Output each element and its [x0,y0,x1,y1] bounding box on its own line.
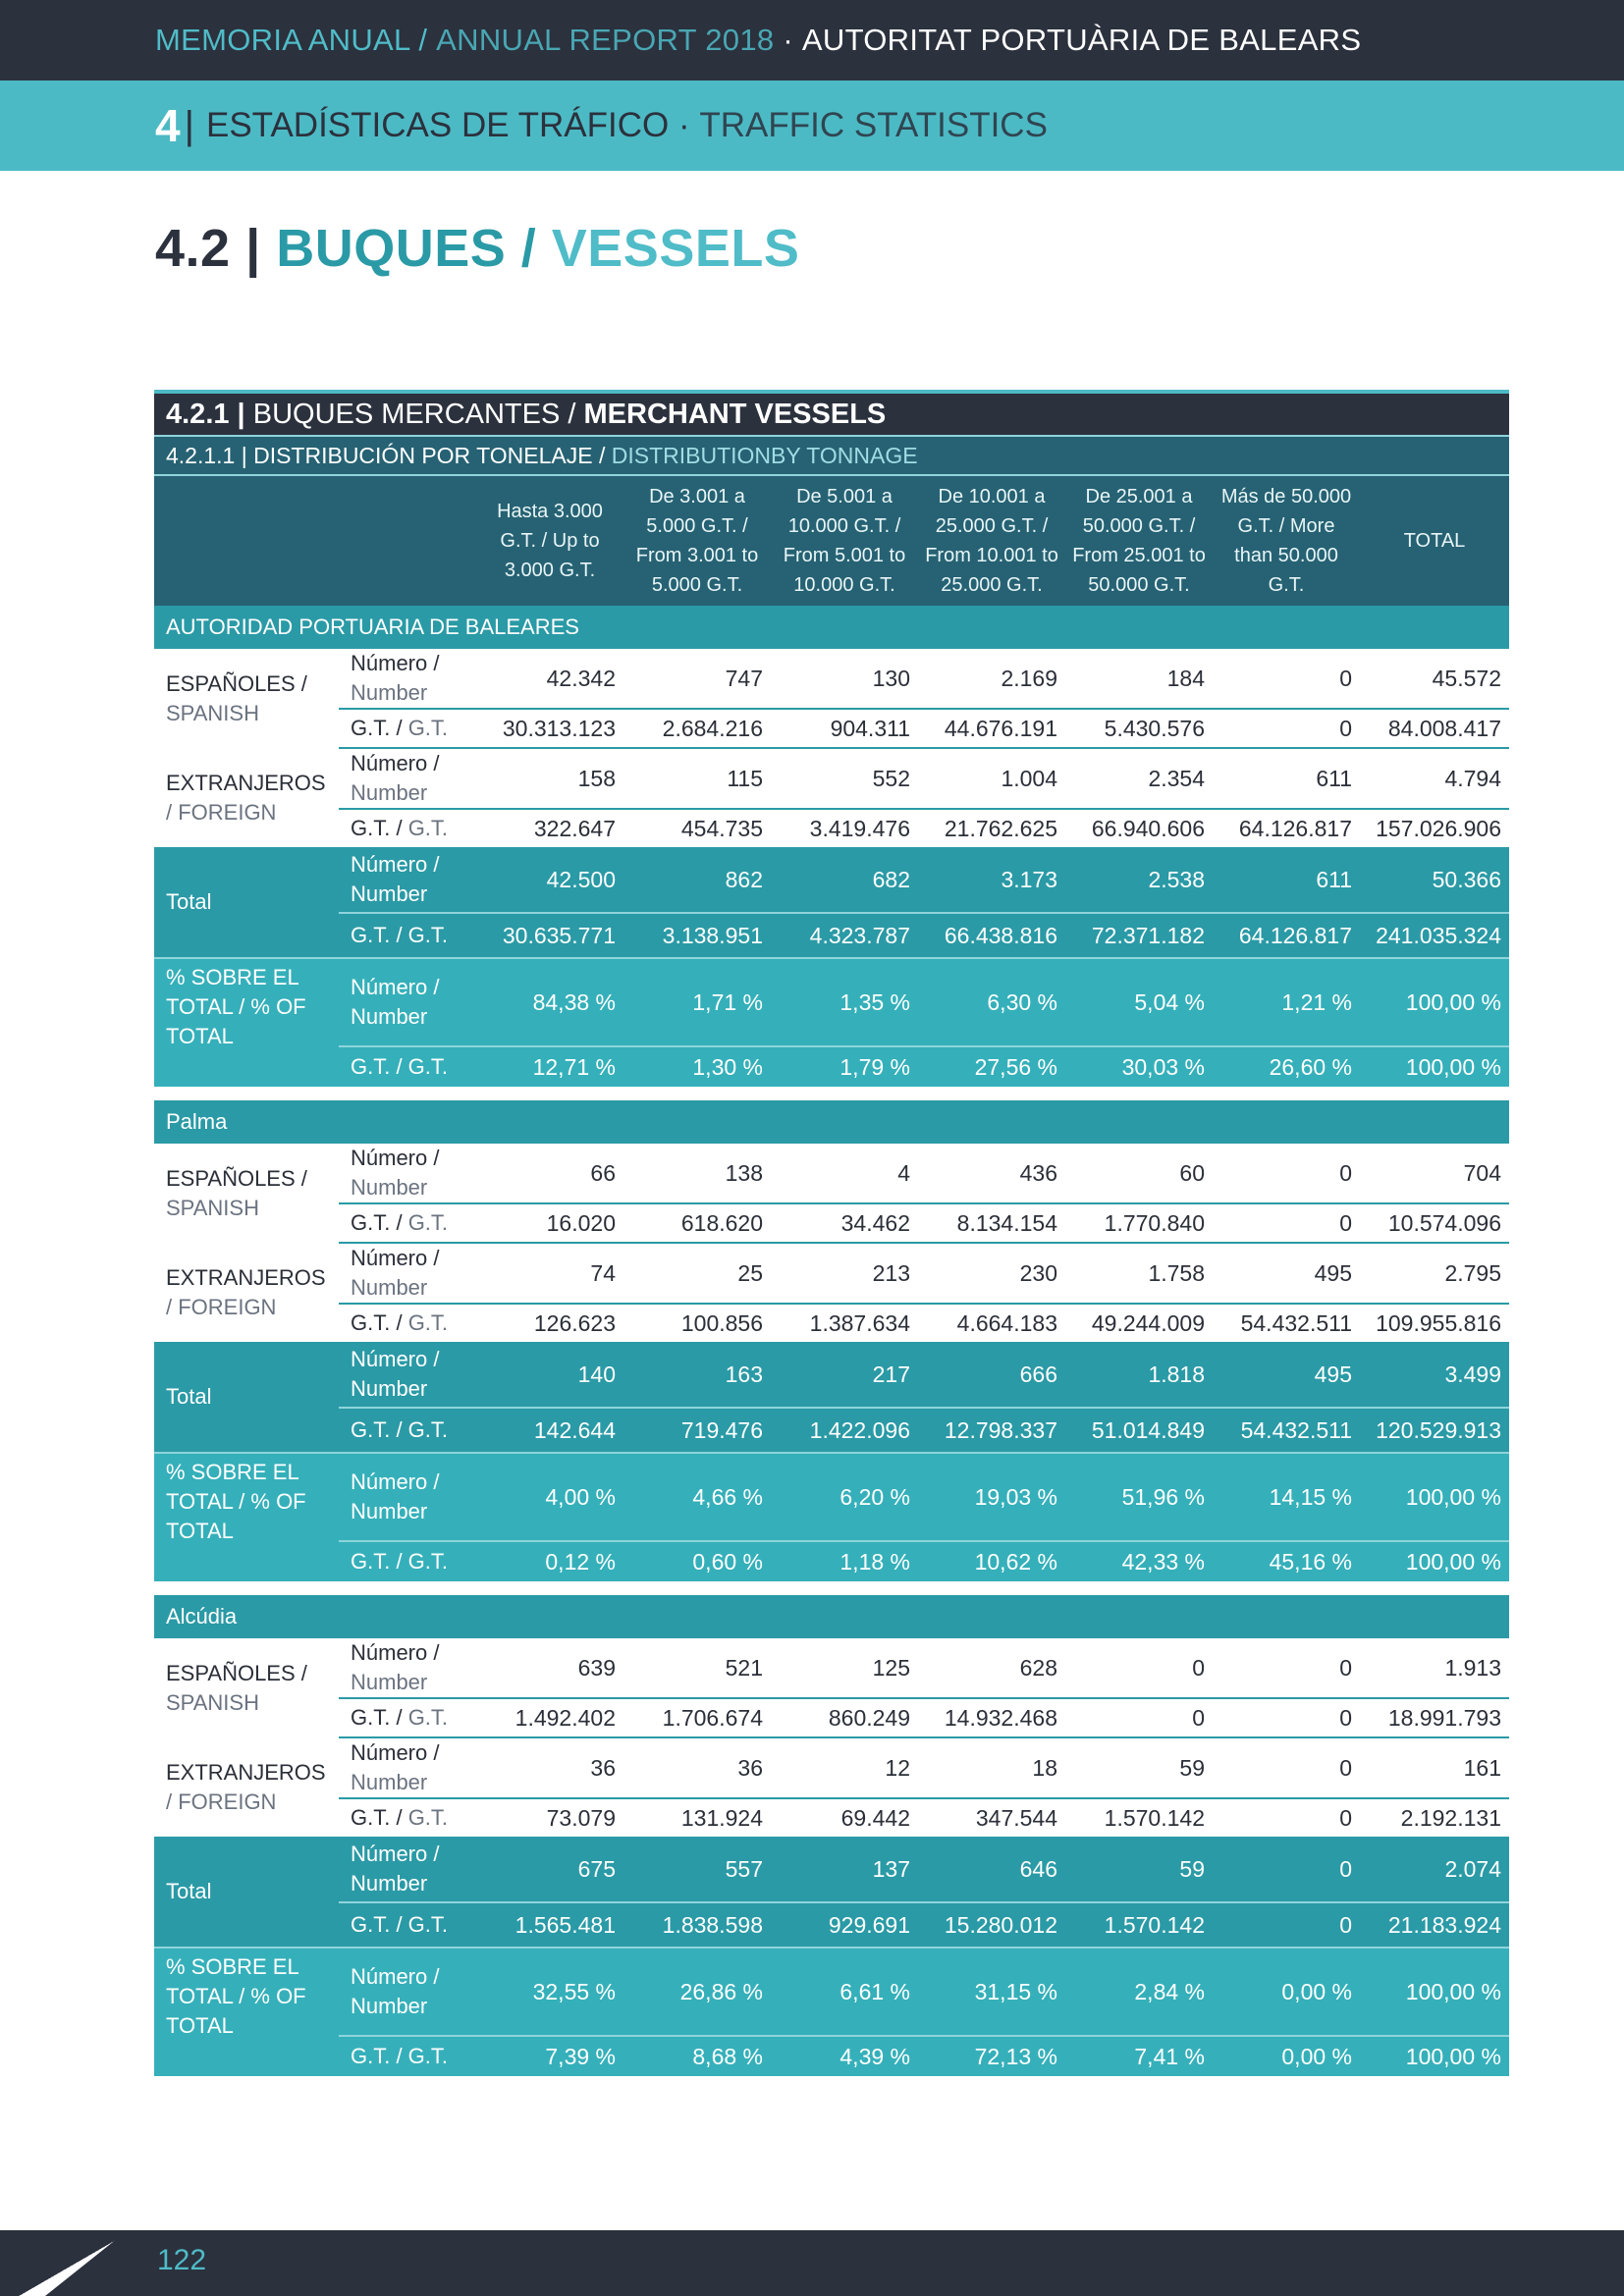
table-cell: 557 [623,1837,771,1902]
table-cell: 10.574.096 [1360,1203,1509,1243]
metric-gt-label: G.T. / G.T. [339,1902,476,1948]
table-cell: 3.173 [918,847,1065,913]
table-cell: 0 [1065,1698,1213,1737]
table-cell: 60 [1065,1144,1213,1203]
table-cell: 675 [476,1837,623,1902]
table-cell: 929.691 [771,1902,918,1948]
table-cell: 3.419.476 [771,809,918,847]
table-body [154,606,1509,2076]
row-label-total: Total [154,1342,339,1453]
table-cell: 59 [1065,1737,1213,1798]
page-footer [0,2230,1624,2296]
table-cell: 8.134.154 [918,1203,1065,1243]
table-cell: 436 [918,1144,1065,1203]
table-cell: 4.323.787 [771,913,918,958]
section-title [155,218,799,279]
table-cell: 54.432.511 [1213,1304,1360,1342]
table-cell: 137 [771,1837,918,1902]
chapter-separator: · [678,106,690,144]
table-cell: 64.126.817 [1213,809,1360,847]
table-cell: 126.623 [476,1304,623,1342]
table-cell: 3.499 [1360,1342,1509,1408]
table-caption [154,390,1509,435]
table-cell: 1,79 % [771,1046,918,1087]
row-label-foreign: EXTRANJEROS / FOREIGN [154,748,339,847]
table-cell: 45.572 [1360,649,1509,709]
table-cell: 704 [1360,1144,1509,1203]
table-cell: 6,20 % [771,1453,918,1541]
percent-row [154,2036,1509,2076]
table-cell: 74 [476,1243,623,1304]
table-cell: 12.798.337 [918,1408,1065,1453]
vessels-table [154,390,1509,2076]
table-cell: 241.035.324 [1360,913,1509,958]
table-cell: 59 [1065,1837,1213,1902]
table-cell: 27,56 % [918,1046,1065,1087]
group-header-row [154,1595,1509,1638]
table-cell: 130 [771,649,918,709]
table-cell: 42.342 [476,649,623,709]
percent-row [154,1453,1509,1541]
row-label-percent: % SOBRE EL TOTAL / % OF TOTAL [154,1453,339,1581]
table-cell: 347.544 [918,1798,1065,1837]
organization-name: AUTORITAT PORTUÀRIA DE BALEARS [801,23,1362,57]
table-cell: 163 [623,1342,771,1408]
table-cell: 14,15 % [1213,1453,1360,1541]
table-cell: 100,00 % [1360,2036,1509,2076]
table-cell: 1,21 % [1213,958,1360,1046]
table-subcaption [154,435,1509,474]
percent-row [154,1046,1509,1087]
table-cell: 322.647 [476,809,623,847]
table-row [154,1304,1509,1342]
table-row [154,1243,1509,1304]
chapter-number: 4 [155,100,181,151]
table-cell: 6,30 % [918,958,1065,1046]
metric-gt-label: G.T. / G.T. [339,2036,476,2076]
table-cell: 0 [1065,1638,1213,1698]
table-row [154,709,1509,748]
row-label-percent: % SOBRE EL TOTAL / % OF TOTAL [154,958,339,1087]
table-cell: 66.438.816 [918,913,1065,958]
table-cell: 19,03 % [918,1453,1065,1541]
subcaption-number: 4.2.1.1 | [166,442,247,468]
metric-number-label: Número / Number [339,958,476,1046]
table-cell: 0,00 % [1213,2036,1360,2076]
caption-number: 4.2.1 | [166,398,245,430]
total-row [154,1902,1509,1948]
table-cell: 862 [623,847,771,913]
group-name: Palma [154,1100,1509,1144]
total-row [154,1837,1509,1902]
column-header: Más de 50.000 G.T. / More than 50.000 G.T. [1213,475,1360,606]
table-cell: 100.856 [623,1304,771,1342]
table-cell: 0 [1213,709,1360,748]
table-cell: 747 [623,649,771,709]
group-name: Alcúdia [154,1595,1509,1638]
table-cell: 2.169 [918,649,1065,709]
table-cell: 100,00 % [1360,1948,1509,2036]
table-cell: 44.676.191 [918,709,1065,748]
table-cell: 15.280.012 [918,1902,1065,1948]
table-cell: 1.004 [918,748,1065,809]
table-cell: 42.500 [476,847,623,913]
table-row [154,1798,1509,1837]
total-row [154,1342,1509,1408]
metric-gt-label: G.T. / G.T. [339,1046,476,1087]
table-cell: 5,04 % [1065,958,1213,1046]
row-label-spanish: ESPAÑOLES / SPANISH [154,649,339,748]
metric-gt-label: G.T. / G.T. [339,709,476,748]
row-label-foreign: EXTRANJEROS / FOREIGN [154,1737,339,1837]
row-label-foreign: EXTRANJEROS / FOREIGN [154,1243,339,1342]
table-cell: 1,30 % [623,1046,771,1087]
table-cell: 1.818 [1065,1342,1213,1408]
metric-number-label: Número / Number [339,649,476,709]
table-row [154,1737,1509,1798]
group-spacer [154,1087,1509,1100]
table-cell: 628 [918,1638,1065,1698]
metric-number-label: Número / Number [339,1453,476,1541]
table-cell: 495 [1213,1342,1360,1408]
table-cell: 72.371.182 [1065,913,1213,958]
table-cell: 618.620 [623,1203,771,1243]
caption-title-en: MERCHANT VESSELS [583,398,887,430]
table-cell: 1.492.402 [476,1698,623,1737]
table-cell: 0 [1213,1144,1360,1203]
table-cell: 646 [918,1837,1065,1902]
table-cell: 72,13 % [918,2036,1065,2076]
section-title-en: VESSELS [551,219,800,278]
subcaption-title-en: DISTRIBUTIONBY TONNAGE [611,442,918,468]
table-cell: 639 [476,1638,623,1698]
table-cell: 26,60 % [1213,1046,1360,1087]
table-cell: 31,15 % [918,1948,1065,2036]
table-cell: 0,60 % [623,1541,771,1581]
table-cell: 161 [1360,1737,1509,1798]
table-cell: 32,55 % [476,1948,623,2036]
table-cell: 0 [1213,1203,1360,1243]
table-cell: 1.570.142 [1065,1798,1213,1837]
caption-title-es: BUQUES MERCANTES / [252,398,576,430]
table-cell: 1.913 [1360,1638,1509,1698]
table-cell: 6,61 % [771,1948,918,2036]
column-header: De 5.001 a 10.000 G.T. / From 5.001 to 10.000 G.T. [771,475,918,606]
table-cell: 1.387.634 [771,1304,918,1342]
table-cell: 2.795 [1360,1243,1509,1304]
table-cell: 18 [918,1737,1065,1798]
table-cell: 0 [1213,1798,1360,1837]
table-cell: 34.462 [771,1203,918,1243]
table-cell: 0,12 % [476,1541,623,1581]
table-cell: 1.570.142 [1065,1902,1213,1948]
table-cell: 109.955.816 [1360,1304,1509,1342]
report-header-bar [0,0,1624,80]
percent-row [154,958,1509,1046]
metric-gt-label: G.T. / G.T. [339,913,476,958]
table-cell: 142.644 [476,1408,623,1453]
footer-decoration [0,2230,128,2296]
table-cell: 0 [1213,1902,1360,1948]
chapter-title-en: TRAFFIC STATISTICS [699,106,1048,144]
table-cell: 12,71 % [476,1046,623,1087]
table-cell: 51.014.849 [1065,1408,1213,1453]
table-cell: 36 [476,1737,623,1798]
table-cell: 42,33 % [1065,1541,1213,1581]
table-cell: 138 [623,1144,771,1203]
table-row [154,1638,1509,1698]
report-title-en: ANNUAL REPORT 2018 [436,23,775,57]
table-header-row [154,475,1509,606]
table-cell: 157.026.906 [1360,809,1509,847]
table-cell: 30.313.123 [476,709,623,748]
table-cell: 26,86 % [623,1948,771,2036]
table-cell: 21.183.924 [1360,1902,1509,1948]
table-cell: 0 [1213,1837,1360,1902]
table-cell: 100,00 % [1360,1453,1509,1541]
metric-gt-label: G.T. / G.T. [339,1541,476,1581]
metric-number-label: Número / Number [339,1144,476,1203]
table-cell: 125 [771,1638,918,1698]
total-row [154,847,1509,913]
table-cell: 2.074 [1360,1837,1509,1902]
table-cell: 552 [771,748,918,809]
table-cell: 66.940.606 [1065,809,1213,847]
table-cell: 14.932.468 [918,1698,1065,1737]
table-cell: 1.838.598 [623,1902,771,1948]
table-cell: 84.008.417 [1360,709,1509,748]
table-cell: 1,18 % [771,1541,918,1581]
total-row [154,1408,1509,1453]
table-cell: 25 [623,1243,771,1304]
table-cell: 4,66 % [623,1453,771,1541]
table-cell: 5.430.576 [1065,709,1213,748]
table-cell: 682 [771,847,918,913]
table-cell: 213 [771,1243,918,1304]
table-cell: 115 [623,748,771,809]
table-cell: 4,00 % [476,1453,623,1541]
table-row [154,1203,1509,1243]
table-cell: 100,00 % [1360,1046,1509,1087]
table-cell: 16.020 [476,1203,623,1243]
table-row [154,649,1509,709]
table-cell: 12 [771,1737,918,1798]
metric-number-label: Número / Number [339,748,476,809]
metric-number-label: Número / Number [339,1948,476,2036]
metric-number-label: Número / Number [339,1837,476,1902]
metric-number-label: Número / Number [339,1737,476,1798]
metric-gt-label: G.T. / G.T. [339,1698,476,1737]
table-cell: 69.442 [771,1798,918,1837]
table-cell: 3.138.951 [623,913,771,958]
group-spacer [154,1581,1509,1595]
metric-gt-label: G.T. / G.T. [339,1203,476,1243]
row-label-total: Total [154,1837,339,1948]
table-cell: 666 [918,1342,1065,1408]
table-cell: 50.366 [1360,847,1509,913]
metric-number-label: Número / Number [339,1638,476,1698]
table-cell: 1.770.840 [1065,1203,1213,1243]
table-cell: 30.635.771 [476,913,623,958]
table-row [154,809,1509,847]
table-cell: 73.079 [476,1798,623,1837]
table-cell: 611 [1213,847,1360,913]
table-cell: 2.538 [1065,847,1213,913]
table-cell: 100,00 % [1360,1541,1509,1581]
table-cell: 1.758 [1065,1243,1213,1304]
table-cell: 64.126.817 [1213,913,1360,958]
metric-gt-label: G.T. / G.T. [339,1304,476,1342]
table-cell: 1,71 % [623,958,771,1046]
table-cell: 2.354 [1065,748,1213,809]
metric-number-label: Número / Number [339,1342,476,1408]
percent-row [154,1948,1509,2036]
table-cell: 18.991.793 [1360,1698,1509,1737]
table-cell: 495 [1213,1243,1360,1304]
header-blank [339,475,476,606]
header-separator: · [783,23,793,57]
table-cell: 4.664.183 [918,1304,1065,1342]
table-row [154,1144,1509,1203]
percent-row [154,1541,1509,1581]
group-header-row [154,1100,1509,1144]
table-cell: 4 [771,1144,918,1203]
table-cell: 860.249 [771,1698,918,1737]
table-cell: 904.311 [771,709,918,748]
table-cell: 4,39 % [771,2036,918,2076]
table-cell: 49.244.009 [1065,1304,1213,1342]
metric-number-label: Número / Number [339,1243,476,1304]
table-cell: 0 [1213,649,1360,709]
chapter-pipe: | [184,103,194,147]
report-title-es: MEMORIA ANUAL / [155,23,428,57]
table-cell: 100,00 % [1360,958,1509,1046]
table-cell: 4.794 [1360,748,1509,809]
table-cell: 30,03 % [1065,1046,1213,1087]
table-cell: 2.192.131 [1360,1798,1509,1837]
column-header: De 10.001 a 25.000 G.T. / From 10.001 to 25.000 G.T. [918,475,1065,606]
table-cell: 36 [623,1737,771,1798]
table-cell: 184 [1065,649,1213,709]
chapter-bar [0,80,1624,171]
table-cell: 120.529.913 [1360,1408,1509,1453]
section-number: 4.2 | [155,219,261,278]
metric-gt-label: G.T. / G.T. [339,1798,476,1837]
table-row [154,1698,1509,1737]
table-cell: 1.422.096 [771,1408,918,1453]
table-cell: 84,38 % [476,958,623,1046]
column-header: De 25.001 a 50.000 G.T. / From 25.001 to 50.000 G.T. [1065,475,1213,606]
table-cell: 2.684.216 [623,709,771,748]
table-cell: 0 [1213,1737,1360,1798]
group-name: AUTORIDAD PORTUARIA DE BALEARES [154,606,1509,649]
table-cell: 0,00 % [1213,1948,1360,2036]
table-row [154,748,1509,809]
table-cell: 8,68 % [623,2036,771,2076]
row-label-percent: % SOBRE EL TOTAL / % OF TOTAL [154,1948,339,2076]
table-cell: 521 [623,1638,771,1698]
column-header: De 3.001 a 5.000 G.T. / From 3.001 to 5.000 G.T. [623,475,771,606]
table-cell: 0 [1213,1698,1360,1737]
row-label-spanish: ESPAÑOLES / SPANISH [154,1144,339,1243]
chapter-title-es: ESTADÍSTICAS DE TRÁFICO [205,106,670,144]
column-header: Hasta 3.000 G.T. / Up to 3.000 G.T. [476,475,623,606]
table-cell: 54.432.511 [1213,1408,1360,1453]
table-cell: 0 [1213,1638,1360,1698]
table-cell: 158 [476,748,623,809]
header-blank [154,475,339,606]
table-cell: 1.706.674 [623,1698,771,1737]
subcaption-title-es: DISTRIBUCIÓN POR TONELAJE / [253,442,606,468]
section-title-es: BUQUES / [276,219,537,278]
table-cell: 1.565.481 [476,1902,623,1948]
metric-gt-label: G.T. / G.T. [339,809,476,847]
table-cell: 10,62 % [918,1541,1065,1581]
table-cell: 51,96 % [1065,1453,1213,1541]
metric-gt-label: G.T. / G.T. [339,1408,476,1453]
table-cell: 230 [918,1243,1065,1304]
table-cell: 1,35 % [771,958,918,1046]
metric-number-label: Número / Number [339,847,476,913]
table-cell: 66 [476,1144,623,1203]
table-cell: 140 [476,1342,623,1408]
table-cell: 45,16 % [1213,1541,1360,1581]
table-cell: 454.735 [623,809,771,847]
table-cell: 2,84 % [1065,1948,1213,2036]
tonnage-table [154,474,1509,2076]
table-cell: 719.476 [623,1408,771,1453]
row-label-spanish: ESPAÑOLES / SPANISH [154,1638,339,1737]
table-cell: 7,39 % [476,2036,623,2076]
row-label-total: Total [154,847,339,958]
table-cell: 21.762.625 [918,809,1065,847]
total-row [154,913,1509,958]
column-header: TOTAL [1360,475,1509,606]
table-cell: 217 [771,1342,918,1408]
group-header-row [154,606,1509,649]
page-number: 122 [157,2244,207,2276]
table-cell: 611 [1213,748,1360,809]
table-cell: 131.924 [623,1798,771,1837]
table-cell: 7,41 % [1065,2036,1213,2076]
